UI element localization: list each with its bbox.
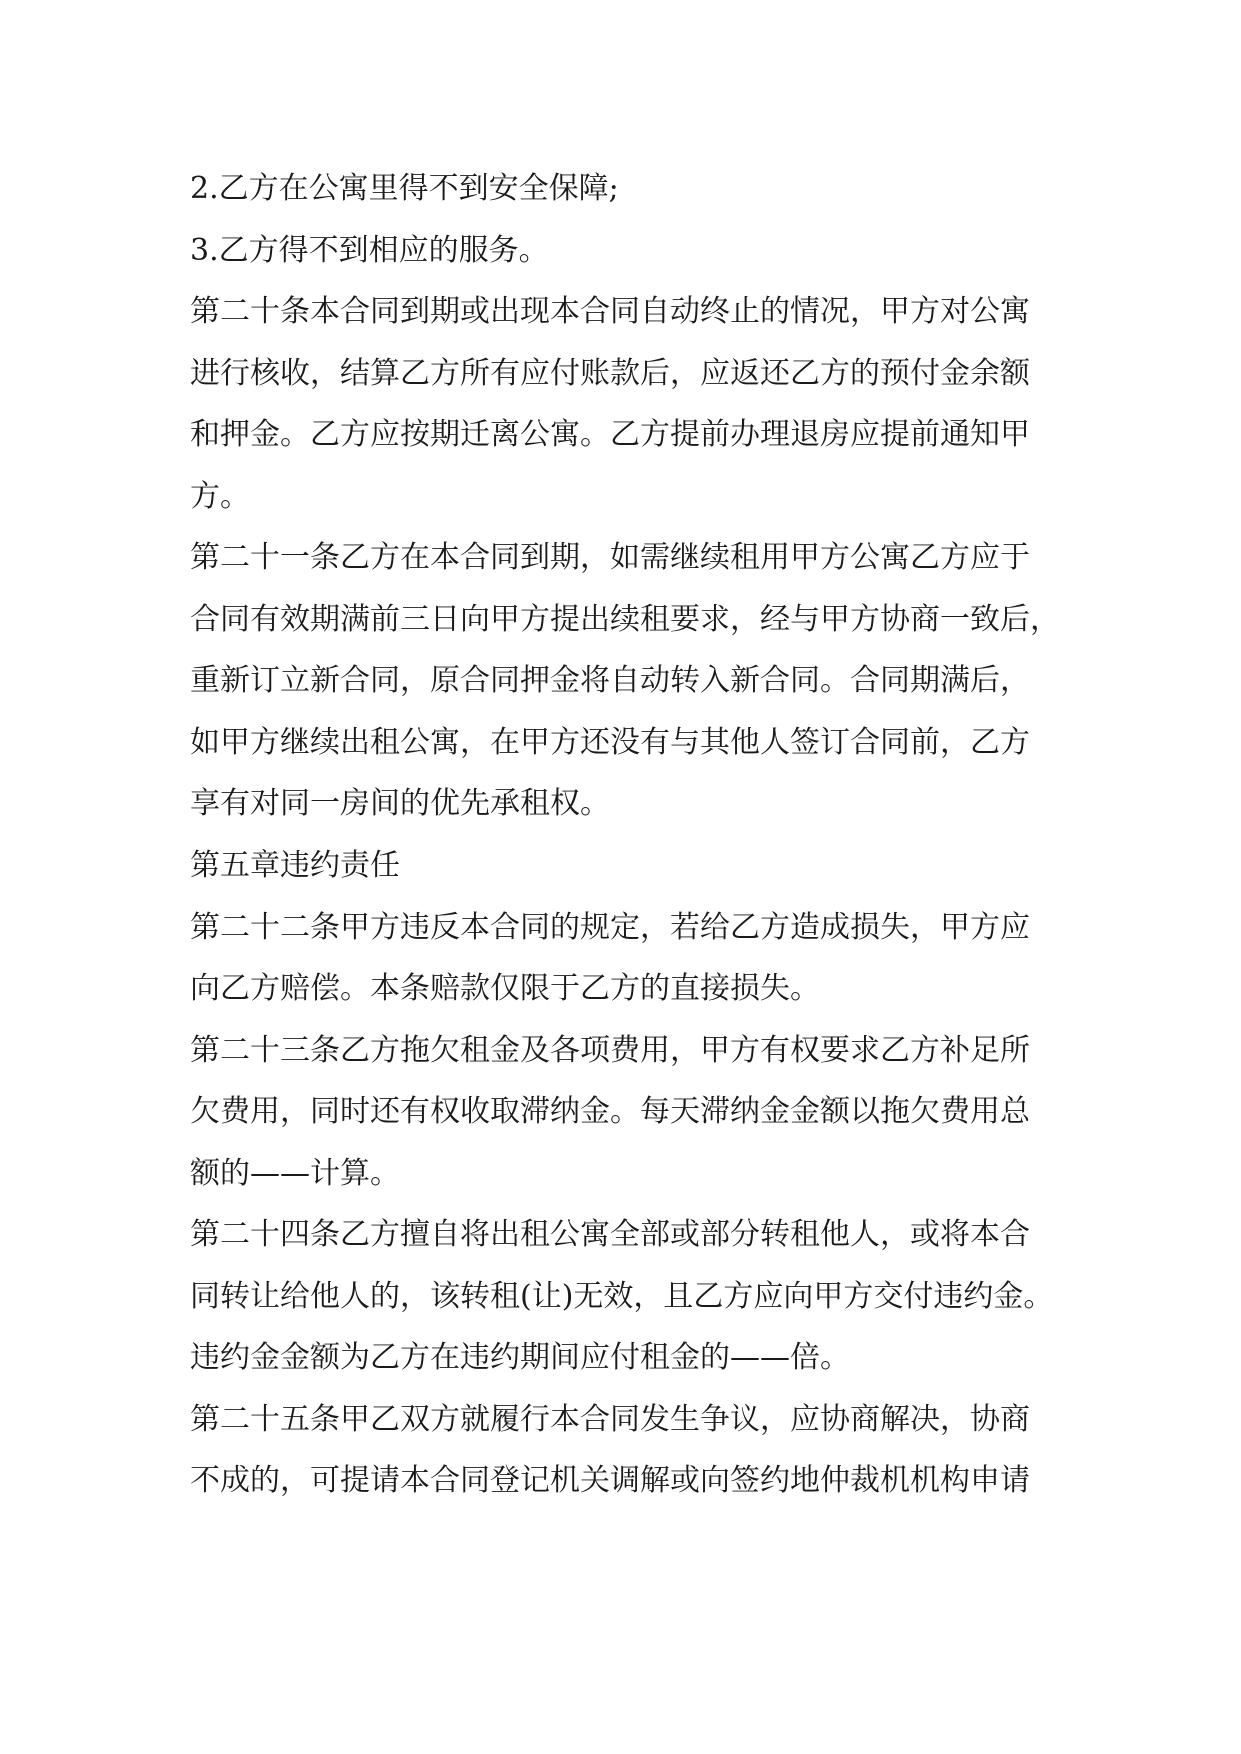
text-line: 3.乙方得不到相应的服务。	[190, 232, 549, 268]
text-line: 第二十三条乙方拖欠租金及各项费用，甲方有权要求乙方补足所	[190, 1032, 1030, 1068]
text-line: 不成的，可提请本合同登记机关调解或向签约地仲裁机机构申请	[190, 1463, 1030, 1499]
text-line: 同转让给他人的，该转租(让)无效，且乙方应向甲方交付违约金。	[190, 1278, 1054, 1314]
chapter-heading: 第五章违约责任	[190, 848, 400, 884]
text-line: 合同有效期满前三日向甲方提出续租要求，经与甲方协商一致后，	[190, 601, 1060, 637]
contract-body-text	[190, 158, 1090, 1512]
text-line: 2.乙方在公寓里得不到安全保障;	[190, 171, 619, 206]
text-line: 欠费用，同时还有权收取滞纳金。每天滞纳金金额以拖欠费用总	[190, 1094, 1030, 1130]
text-line: 第二十四条乙方擅自将出租公寓全部或部分转租他人，或将本合	[190, 1217, 1030, 1253]
text-line: 向乙方赔偿。本条赔款仅限于乙方的直接损失。	[190, 971, 820, 1007]
text-line: 违约金金额为乙方在违约期间应付租金的——倍。	[190, 1340, 850, 1376]
text-line: 如甲方继续出租公寓，在甲方还没有与其他人签订合同前，乙方	[190, 724, 1030, 760]
text-line: 第二十一条乙方在本合同到期，如需继续租用甲方公寓乙方应于	[190, 540, 1030, 576]
text-line: 享有对同一房间的优先承租权。	[190, 786, 610, 822]
text-line: 额的——计算。	[190, 1155, 400, 1191]
text-line: 进行核收，结算乙方所有应付账款后，应返还乙方的预付金余额	[190, 355, 1030, 391]
text-line: 方。	[190, 478, 250, 514]
text-line: 第二十二条甲方违反本合同的规定，若给乙方造成损失，甲方应	[190, 909, 1030, 945]
text-line: 第二十五条甲乙双方就履行本合同发生争议，应协商解决，协商	[190, 1401, 1030, 1437]
text-line: 第二十条本合同到期或出现本合同自动终止的情况，甲方对公寓	[190, 294, 1030, 330]
text-line: 和押金。乙方应按期迁离公寓。乙方提前办理退房应提前通知甲	[190, 417, 1030, 453]
text-line: 重新订立新合同，原合同押金将自动转入新合同。合同期满后，	[190, 663, 1030, 699]
